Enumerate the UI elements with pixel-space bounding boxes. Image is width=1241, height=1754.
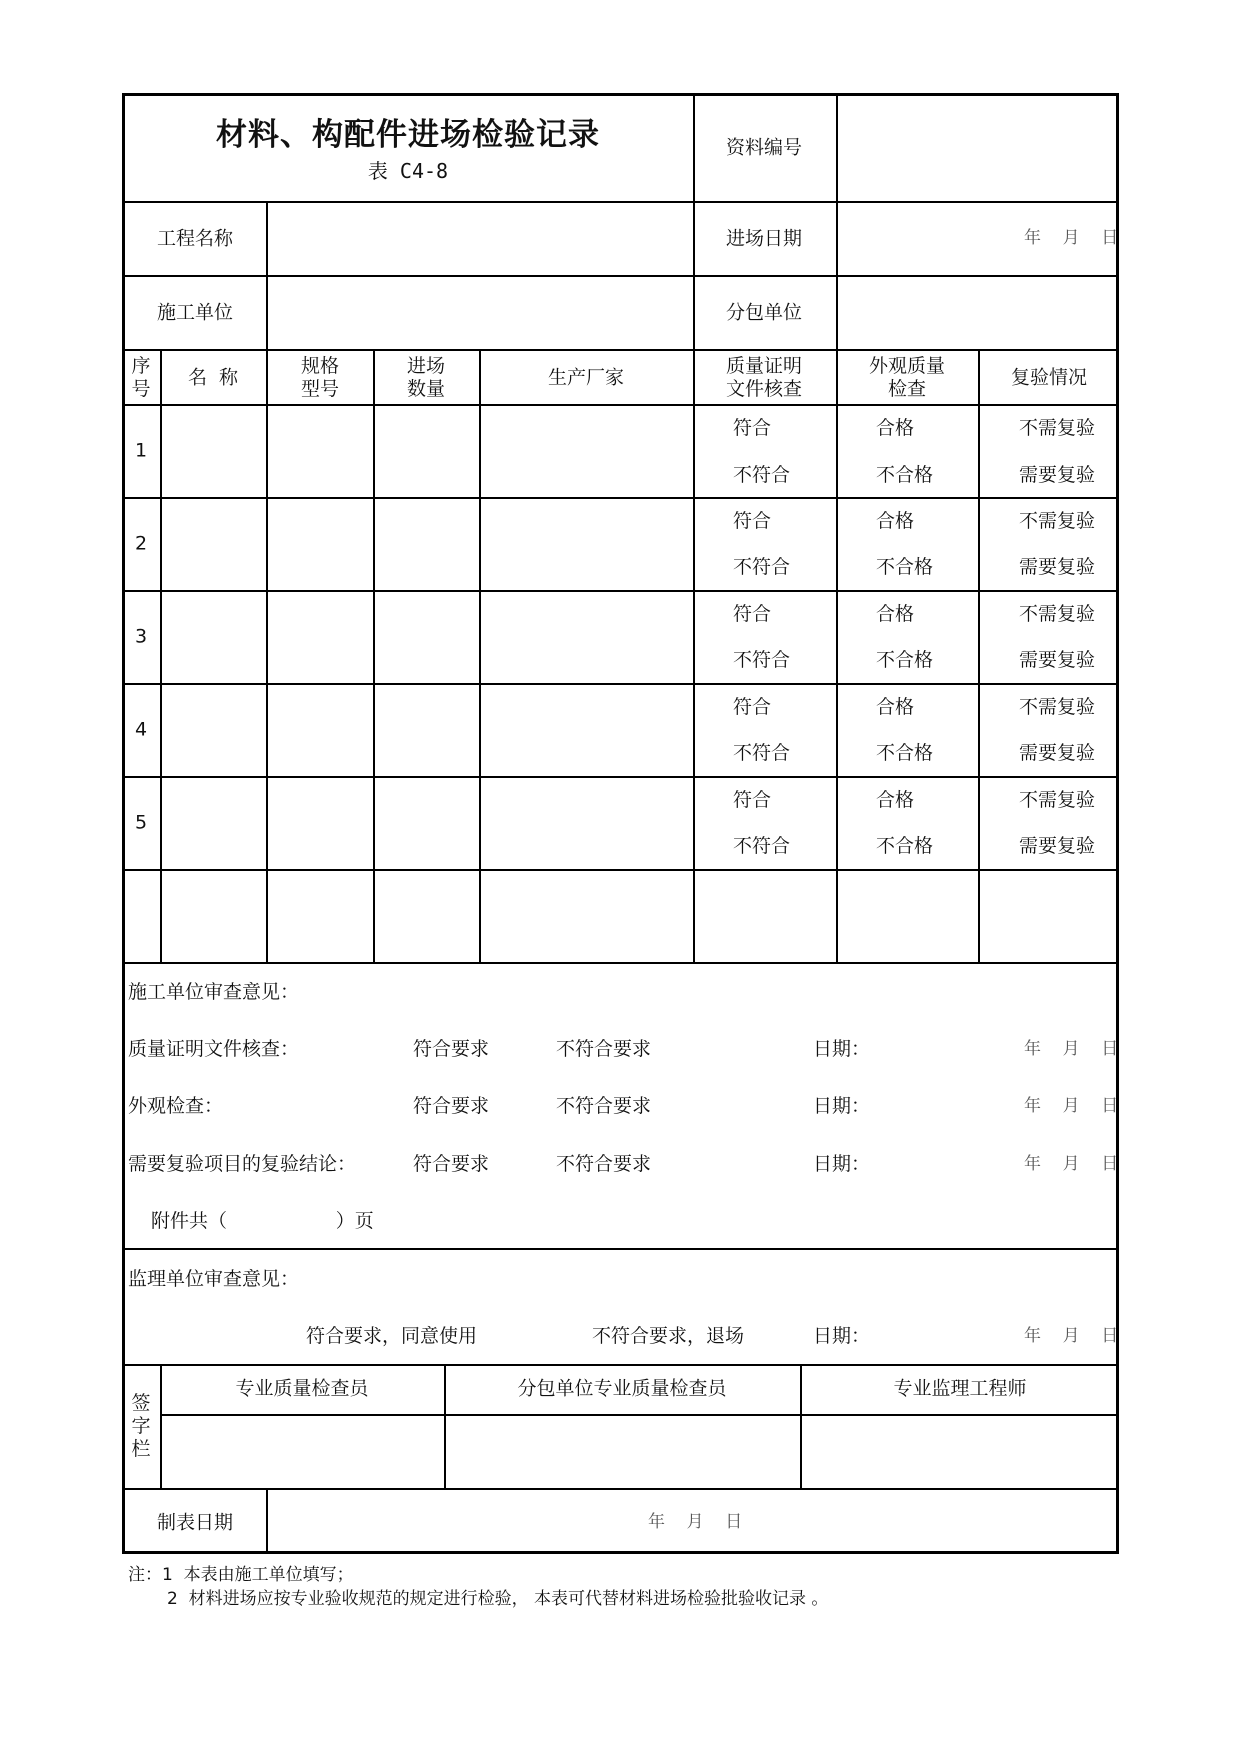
retest-yes-option[interactable]: 需要复验: [1019, 556, 1096, 578]
rule: [122, 683, 1119, 685]
appearance-ok-option[interactable]: 合格: [876, 417, 915, 439]
header-appearance: 外观质量 检查: [868, 355, 946, 400]
review-ng-option[interactable]: 不符合要求: [556, 1038, 652, 1060]
rule: [122, 497, 1119, 499]
header-name: 名 称: [187, 366, 239, 389]
review-ok-option[interactable]: 符合要求: [413, 1153, 490, 1175]
rule: [978, 349, 980, 962]
retest-no-option[interactable]: 不需复验: [1019, 696, 1096, 718]
review-date-label: 日期：: [813, 1038, 871, 1060]
doc-ok-option[interactable]: 符合: [733, 417, 772, 439]
retest-yes-option[interactable]: 需要复验: [1019, 649, 1096, 671]
header-seq: 序 号: [131, 355, 151, 400]
review-ok-option[interactable]: 符合要求: [413, 1095, 490, 1117]
review-date-field[interactable]: 年 月 日: [1024, 1096, 1119, 1116]
doc-ng-option[interactable]: 不符合: [733, 464, 791, 486]
rule: [836, 93, 838, 349]
review-ok-option[interactable]: 符合要求: [413, 1038, 490, 1060]
attachment-pages-field[interactable]: 附件共（ ）页: [151, 1210, 374, 1232]
review-date-label: 日期：: [813, 1095, 871, 1117]
signature-label: 签 字 栏: [131, 1391, 151, 1460]
header-qty: 进场 数量: [406, 355, 446, 400]
review-ng-option[interactable]: 不符合要求: [556, 1095, 652, 1117]
review-date-label: 日期：: [813, 1153, 871, 1175]
retest-no-option[interactable]: 不需复验: [1019, 603, 1096, 625]
appearance-ng-option[interactable]: 不合格: [876, 464, 934, 486]
retest-yes-option[interactable]: 需要复验: [1019, 464, 1096, 486]
appearance-ok-option[interactable]: 合格: [876, 789, 915, 811]
supervisor-ng-option[interactable]: 不符合要求，退场: [592, 1325, 745, 1347]
doc-ok-option[interactable]: 符合: [733, 789, 772, 811]
rule: [122, 962, 1119, 964]
doc-ng-option[interactable]: 不符合: [733, 556, 791, 578]
entry-date-field[interactable]: 年 月 日: [1024, 228, 1119, 248]
review-date-field[interactable]: 年 月 日: [1024, 1154, 1119, 1174]
supervisor-review-heading: 监理单位审查意见：: [128, 1268, 300, 1290]
sub-qc-inspector-signature-field[interactable]: [446, 1416, 798, 1486]
doc-ng-option[interactable]: 不符合: [733, 835, 791, 857]
header-maker: 生产厂家: [547, 366, 625, 389]
rule: [479, 349, 481, 962]
doc-no-label: 资料编号: [725, 136, 803, 159]
rule: [373, 349, 375, 962]
doc-ng-option[interactable]: 不符合: [733, 649, 791, 671]
entry-date-label: 进场日期: [725, 227, 803, 250]
made-date-field[interactable]: 年 月 日: [648, 1512, 743, 1532]
header-doc-check: 质量证明 文件核查: [725, 355, 803, 400]
rule: [122, 404, 1119, 406]
header-spec: 规格 型号: [300, 355, 340, 400]
project-name-label: 工程名称: [156, 227, 234, 250]
rule: [122, 1488, 1119, 1490]
row-seq: 1: [134, 439, 148, 462]
rule: [122, 201, 1119, 203]
appearance-ok-option[interactable]: 合格: [876, 603, 915, 625]
rule: [693, 93, 695, 349]
qc-inspector-header: 专业质量检查员: [235, 1377, 369, 1400]
appearance-ng-option[interactable]: 不合格: [876, 556, 934, 578]
rule: [266, 201, 268, 349]
rule: [836, 349, 838, 962]
supervisor-date-field[interactable]: 年 月 日: [1024, 1326, 1119, 1346]
rule: [122, 776, 1119, 778]
appearance-ng-option[interactable]: 不合格: [876, 835, 934, 857]
form-title: 材料、构配件进场检验记录: [216, 117, 600, 153]
rule: [160, 349, 162, 962]
rule: [266, 349, 268, 962]
doc-ok-option[interactable]: 符合: [733, 510, 772, 532]
appearance-ok-option[interactable]: 合格: [876, 696, 915, 718]
supervisor-engineer-header: 专业监理工程师: [893, 1377, 1027, 1400]
row-seq: 5: [134, 811, 148, 834]
retest-yes-option[interactable]: 需要复验: [1019, 835, 1096, 857]
contractor-review-heading: 施工单位审查意见：: [128, 981, 300, 1003]
qc-inspector-signature-field[interactable]: [162, 1416, 442, 1486]
subcontractor-label: 分包单位: [725, 301, 803, 324]
supervisor-date-label: 日期：: [813, 1325, 871, 1347]
supervisor-engineer-signature-field[interactable]: [802, 1416, 1116, 1486]
review-ng-option[interactable]: 不符合要求: [556, 1153, 652, 1175]
note-line-2: 2 材料进场应按专业验收规范的规定进行检验， 本表可代替材料进场检验批验收记录 。: [167, 1589, 829, 1609]
review-date-field[interactable]: 年 月 日: [1024, 1039, 1119, 1059]
contractor-label: 施工单位: [156, 301, 234, 324]
doc-ok-option[interactable]: 符合: [733, 603, 772, 625]
review-line-label: 需要复验项目的复验结论：: [128, 1153, 357, 1175]
retest-no-option[interactable]: 不需复验: [1019, 417, 1096, 439]
retest-no-option[interactable]: 不需复验: [1019, 789, 1096, 811]
rule: [122, 275, 1119, 277]
rule: [122, 349, 1119, 351]
review-line-label: 外观检查：: [128, 1095, 224, 1117]
appearance-ng-option[interactable]: 不合格: [876, 742, 934, 764]
row-seq: 2: [134, 532, 148, 555]
row-seq: 3: [134, 625, 148, 648]
supervisor-ok-option[interactable]: 符合要求，同意使用: [306, 1325, 478, 1347]
made-date-label: 制表日期: [156, 1511, 234, 1534]
sub-qc-inspector-header: 分包单位专业质量检查员: [517, 1377, 727, 1400]
rule: [122, 1364, 1119, 1366]
note-line-1: 注：1 本表由施工单位填写；: [128, 1565, 354, 1585]
review-line-label: 质量证明文件核查：: [128, 1038, 300, 1060]
rule: [266, 1488, 268, 1554]
rule: [122, 869, 1119, 871]
retest-yes-option[interactable]: 需要复验: [1019, 742, 1096, 764]
form-subtitle: 表 C4-8: [367, 159, 449, 183]
appearance-ok-option[interactable]: 合格: [876, 510, 915, 532]
appearance-ng-option[interactable]: 不合格: [876, 649, 934, 671]
rule: [122, 590, 1119, 592]
doc-ng-option[interactable]: 不符合: [733, 742, 791, 764]
doc-ok-option[interactable]: 符合: [733, 696, 772, 718]
rule: [122, 1248, 1119, 1250]
row-seq: 4: [134, 718, 148, 741]
rule: [693, 349, 695, 962]
retest-no-option[interactable]: 不需复验: [1019, 510, 1096, 532]
header-retest: 复验情况: [1010, 366, 1088, 389]
